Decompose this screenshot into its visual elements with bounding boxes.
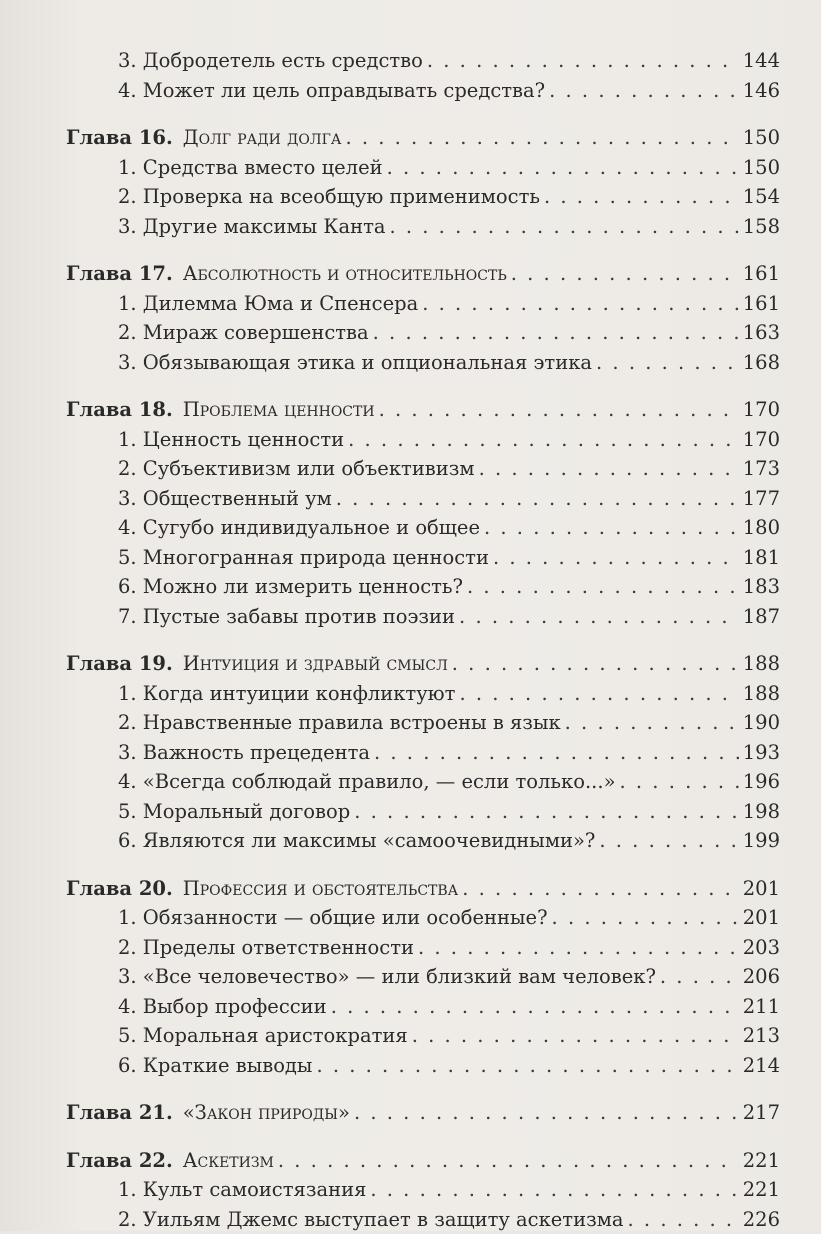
chapter-page-number: 150 (743, 123, 780, 153)
section-entry (66, 738, 780, 768)
dot-leader (459, 679, 738, 709)
section-entry (66, 348, 780, 378)
section-page-number: 144 (743, 46, 780, 76)
chapter-number: Глава 20. (66, 877, 173, 900)
section-page-number: 206 (743, 962, 780, 992)
chapter-title: Абсолютность и относительность (183, 262, 507, 285)
chapter-page-number: 221 (743, 1146, 780, 1176)
dot-leader (370, 1175, 738, 1205)
section-title: 6. Являются ли максимы «самоочевидными»? (118, 826, 595, 856)
dot-leader (599, 826, 738, 856)
dot-leader (331, 992, 739, 1022)
section-entry (66, 962, 780, 992)
section-title: 4. Может ли цель оправдывать средства? (118, 76, 545, 106)
section-title: 1. Средства вместо целей (118, 153, 383, 183)
dot-leader (596, 348, 739, 378)
section-title: 3. Другие максимы Канта (118, 212, 385, 242)
section-entry (66, 454, 780, 484)
section-entry (66, 153, 780, 183)
dot-leader (484, 513, 739, 543)
section-page-number: 173 (743, 454, 780, 484)
section-page-number: 226 (743, 1205, 780, 1234)
section-title: 1. Культ самоистязания (118, 1175, 366, 1205)
dot-leader (374, 738, 739, 768)
section-entry (66, 933, 780, 963)
section-title: 1. Дилемма Юма и Спенсера (118, 289, 418, 319)
section-page-number: 213 (743, 1021, 780, 1051)
table-of-contents (66, 46, 780, 1234)
section-page-number: 203 (743, 933, 780, 963)
chapter-number: Глава 21. (66, 1101, 173, 1124)
dot-leader (354, 797, 739, 827)
section-entry (66, 1175, 780, 1205)
section-title: 4. Выбор профессии (118, 992, 327, 1022)
section-page-number: 221 (743, 1175, 780, 1205)
section-page-number: 177 (743, 484, 780, 514)
section-title: 5. Моральный договор (118, 797, 350, 827)
dot-leader (316, 1051, 738, 1081)
chapter-title: Аскетизм (183, 1149, 274, 1172)
dot-leader (620, 767, 739, 797)
section-entry (66, 484, 780, 514)
section-title: 2. Мираж совершенства (118, 318, 369, 348)
chapter-label (66, 874, 458, 904)
section-entry (66, 289, 780, 319)
section-page-number: 211 (743, 992, 780, 1022)
dot-leader (336, 484, 739, 514)
chapter-title: Долг ради долга (183, 126, 342, 149)
section-entry (66, 1021, 780, 1051)
chapter-number: Глава 22. (66, 1149, 173, 1172)
section-page-number: 168 (743, 348, 780, 378)
chapter-number: Глава 18. (66, 398, 173, 421)
toc-chapter (66, 46, 780, 105)
chapter-page-number: 217 (743, 1098, 780, 1128)
chapter-page-number: 201 (743, 874, 780, 904)
section-page-number: 154 (743, 182, 780, 212)
chapter-label (66, 649, 448, 679)
section-entry (66, 1205, 780, 1234)
dot-leader (565, 708, 739, 738)
dot-leader (552, 903, 739, 933)
chapter-number: Глава 19. (66, 652, 173, 675)
dot-leader (467, 572, 739, 602)
section-title: 3. Обязывающая этика и опциональная этика (118, 348, 592, 378)
section-page-number: 150 (743, 153, 780, 183)
section-entry (66, 826, 780, 856)
dot-leader (459, 602, 739, 632)
section-entry (66, 602, 780, 632)
dot-leader (389, 212, 738, 242)
section-entry (66, 318, 780, 348)
toc-chapter (66, 874, 780, 1081)
section-title: 6. Краткие выводы (118, 1051, 312, 1081)
chapter-label (66, 259, 507, 289)
dot-leader (387, 153, 739, 183)
section-page-number: 163 (743, 318, 780, 348)
dot-leader (348, 425, 739, 455)
section-entry (66, 46, 780, 76)
dot-leader (418, 933, 739, 963)
section-entry (66, 797, 780, 827)
section-page-number: 187 (743, 602, 780, 632)
section-title: 4. «Всегда соблюдай правило, — если только...» (118, 767, 616, 797)
chapter-title: Профессия и обстоятельства (183, 877, 459, 900)
chapter-label (66, 123, 341, 153)
section-title: 5. Многогранная природа ценности (118, 543, 489, 573)
toc-chapter (66, 1146, 780, 1234)
section-entry (66, 1051, 780, 1081)
toc-chapter (66, 395, 780, 631)
section-title: 3. «Все человечество» — или близкий вам человек? (118, 962, 656, 992)
section-title: 1. Когда интуиции конфликтуют (118, 679, 455, 709)
dot-leader (479, 454, 739, 484)
dot-leader (354, 1098, 739, 1128)
section-title: 7. Пустые забавы против поэзии (118, 602, 455, 632)
section-page-number: 180 (743, 513, 780, 543)
section-entry (66, 767, 780, 797)
section-entry (66, 212, 780, 242)
section-title: 5. Моральная аристократия (118, 1021, 408, 1051)
section-title: 6. Можно ли измерить ценность? (118, 572, 463, 602)
dot-leader (412, 1021, 739, 1051)
dot-leader (452, 649, 739, 679)
dot-leader (511, 259, 739, 289)
chapter-number: Глава 17. (66, 262, 173, 285)
section-entry (66, 903, 780, 933)
chapter-title: Интуиция и здравый смысл (183, 652, 448, 675)
section-title: 3. Важность прецедента (118, 738, 370, 768)
section-entry (66, 679, 780, 709)
chapter-page-number: 170 (743, 395, 780, 425)
toc-chapter (66, 259, 780, 377)
section-page-number: 193 (743, 738, 780, 768)
chapter-heading (66, 395, 780, 425)
section-page-number: 183 (743, 572, 780, 602)
section-title: 1. Обязанности — общие или особенные? (118, 903, 548, 933)
chapter-heading (66, 649, 780, 679)
section-entry (66, 513, 780, 543)
dot-leader (422, 289, 739, 319)
dot-leader (544, 182, 739, 212)
dot-leader (628, 1205, 739, 1234)
section-title: 4. Сугубо индивидуальное и общее (118, 513, 480, 543)
section-page-number: 146 (743, 76, 780, 106)
section-title: 2. Пределы ответственности (118, 933, 414, 963)
chapter-label (66, 1146, 274, 1176)
section-title: 1. Ценность ценности (118, 425, 344, 455)
chapter-number: Глава 16. (66, 126, 173, 149)
section-entry (66, 543, 780, 573)
dot-leader (462, 874, 739, 904)
chapter-page-number: 161 (743, 259, 780, 289)
section-entry (66, 425, 780, 455)
dot-leader (379, 395, 739, 425)
section-entry (66, 76, 780, 106)
section-title: 2. Нравственные правила встроены в язык (118, 708, 561, 738)
dot-leader (373, 318, 739, 348)
section-page-number: 196 (743, 767, 780, 797)
section-entry (66, 992, 780, 1022)
section-entry (66, 182, 780, 212)
chapter-page-number: 188 (743, 649, 780, 679)
chapter-heading (66, 123, 780, 153)
section-page-number: 201 (743, 903, 780, 933)
section-page-number: 214 (743, 1051, 780, 1081)
dot-leader (278, 1146, 739, 1176)
chapter-label (66, 395, 375, 425)
chapter-title: «Закон природы» (183, 1101, 350, 1124)
section-page-number: 161 (743, 289, 780, 319)
section-page-number: 198 (743, 797, 780, 827)
section-page-number: 158 (743, 212, 780, 242)
chapter-heading (66, 259, 780, 289)
section-page-number: 170 (743, 425, 780, 455)
section-title: 2. Субъективизм или объективизм (118, 454, 475, 484)
chapter-label (66, 1098, 350, 1128)
dot-leader (345, 123, 738, 153)
section-page-number: 199 (743, 826, 780, 856)
section-title: 2. Проверка на всеобщую применимость (118, 182, 540, 212)
chapter-heading (66, 1098, 780, 1128)
section-page-number: 181 (743, 543, 780, 573)
dot-leader (549, 76, 739, 106)
chapter-heading (66, 874, 780, 904)
chapter-heading (66, 1146, 780, 1176)
toc-chapter (66, 123, 780, 241)
section-page-number: 188 (743, 679, 780, 709)
chapter-title: Проблема ценности (183, 398, 375, 421)
section-title: 3. Общественный ум (118, 484, 332, 514)
dot-leader (493, 543, 739, 573)
section-entry (66, 708, 780, 738)
section-title: 2. Уильям Джемс выступает в защиту аскетизма (118, 1205, 624, 1234)
dot-leader (660, 962, 739, 992)
section-entry (66, 572, 780, 602)
section-title: 3. Добродетель есть средство (118, 46, 423, 76)
toc-chapter (66, 649, 780, 856)
dot-leader (427, 46, 739, 76)
section-page-number: 190 (743, 708, 780, 738)
toc-chapter (66, 1098, 780, 1128)
